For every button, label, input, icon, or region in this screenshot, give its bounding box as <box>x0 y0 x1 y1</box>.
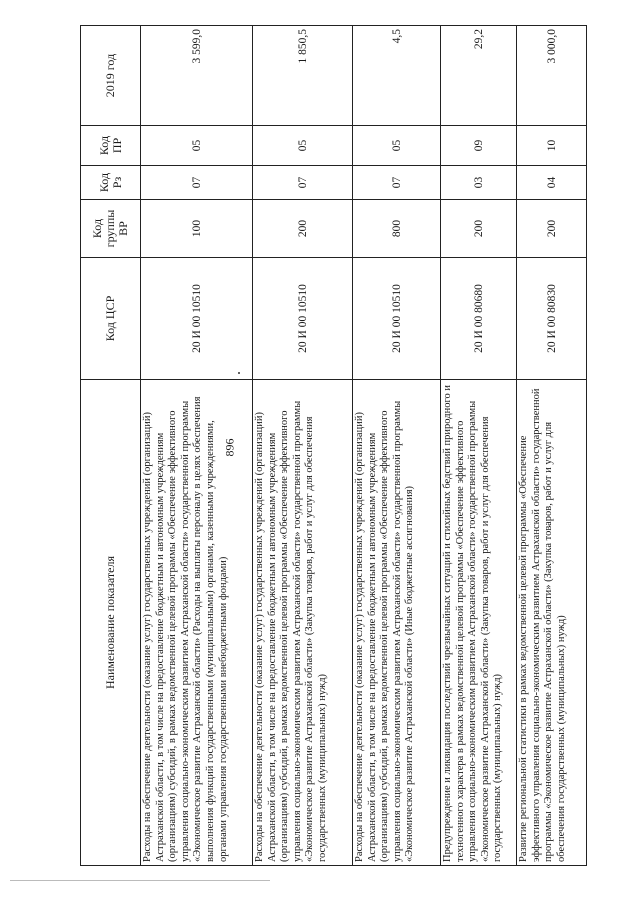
table-row <box>253 26 353 866</box>
header-vr: Код группы ВР <box>81 200 141 258</box>
budget-table <box>80 25 587 866</box>
row-name: Расходы на обеспечение деятельности (оказание услуг) государственных учреждений (организаций) Астраханской области, в том числе на предоставление бюджетным и автономным учреждениям (организациям) субсидий, в рамках ведомственной целевой программы «Обеспечение эффективного управления социально-экономическим развитием Астраханской области» государственной программы «Экономическое развитие Астраханской области» (Иные бюджетные ассигнования) <box>353 380 441 866</box>
row-csr: 20 И 00 10510 <box>353 258 441 380</box>
row-name: Предупреждение и ликвидация последствий чрезвычайных ситуаций и стихийных бедствий природного и техногенного характера в рамках ведомственной целевой программы «Обеспечение эффективного управления социально-экономическим развитием Астраханской области» государственной программы «Экономическое развитие Астраханской области» (Закупка товаров, работ и услуг для обеспечения государственных (муниципальных) нужд) <box>441 380 517 866</box>
row-rz: 04 <box>517 166 587 200</box>
row-rz: 07 <box>141 166 253 200</box>
row-2019: 3 000,0 <box>517 26 587 126</box>
header-row <box>81 26 141 866</box>
table-row <box>517 26 587 866</box>
row-vr: 200 <box>441 200 517 258</box>
row-csr: 20 И 00 80680 <box>441 258 517 380</box>
row-csr: 20 И 00 10510 <box>141 258 253 380</box>
row-vr: 200 <box>517 200 587 258</box>
row-2019: 1 850,5 <box>253 26 353 126</box>
scan-edge-line <box>10 880 270 881</box>
page-number: 896 <box>222 438 237 457</box>
header-pr: Код ПР <box>81 126 141 166</box>
row-vr: 200 <box>253 200 353 258</box>
row-rz: 07 <box>353 166 441 200</box>
header-2019: 2019 год <box>81 26 141 126</box>
row-2019: 3 599,0 <box>141 26 253 126</box>
header-csr: Код ЦСР <box>81 258 141 380</box>
row-vr: 800 <box>353 200 441 258</box>
rotated-table-container <box>80 26 586 866</box>
row-name: Расходы на обеспечение деятельности (оказание услуг) государственных учреждений (организаций) Астраханской области, в том числе на предоставление бюджетным и автономным учреждениям (организациям) субсидий, в рамках ведомственной целевой программы «Обеспечение эффективного управления социально-экономическим развитием Астраханской области» государственной программы «Экономическое развитие Астраханской области» (Расходы на выплаты персоналу в целях обеспечения выполнения функций государственными (муниципальными) органами, казенными учреждениями, органами управления государственными внебюджетными фондами) <box>141 380 253 866</box>
table-row <box>141 26 253 866</box>
table-row <box>441 26 517 866</box>
row-pr: 05 <box>253 126 353 166</box>
row-pr: 10 <box>517 126 587 166</box>
row-rz: 07 <box>253 166 353 200</box>
row-name: Расходы на обеспечение деятельности (оказание услуг) государственных учреждений (организаций) Астраханской области, в том числе на предоставление бюджетным и автономным учреждениям (организациям) субсидий, в рамках ведомственной целевой программы «Обеспечение эффективного управления социально-экономическим развитием Астраханской области» государственной программы «Экономическое развитие Астраханской области» (Закупка товаров, работ и услуг для обеспечения государственных (муниципальных) нужд) <box>253 380 353 866</box>
row-pr: 05 <box>141 126 253 166</box>
row-pr: 05 <box>353 126 441 166</box>
table-row <box>353 26 441 866</box>
row-csr: 20 И 00 80830 <box>517 258 587 380</box>
row-rz: 03 <box>441 166 517 200</box>
row-name: Развитие региональной статистики в рамках ведомственной целевой программы «Обеспечение эффективного управления социально-экономическим развитием Астраханской области» государственной программы «Экономическое развитие Астраханской области» (Закупка товаров, работ и услуг для обеспечения государственных (муниципальных) нужд) <box>517 380 587 866</box>
row-csr: 20 И 00 10510 <box>253 258 353 380</box>
row-vr: 100 <box>141 200 253 258</box>
row-2019: 29,2 <box>441 26 517 126</box>
row-pr: 09 <box>441 126 517 166</box>
header-name: Наименование показателя <box>81 380 141 866</box>
row-2019: 4,5 <box>353 26 441 126</box>
header-rz: Код Рз <box>81 166 141 200</box>
